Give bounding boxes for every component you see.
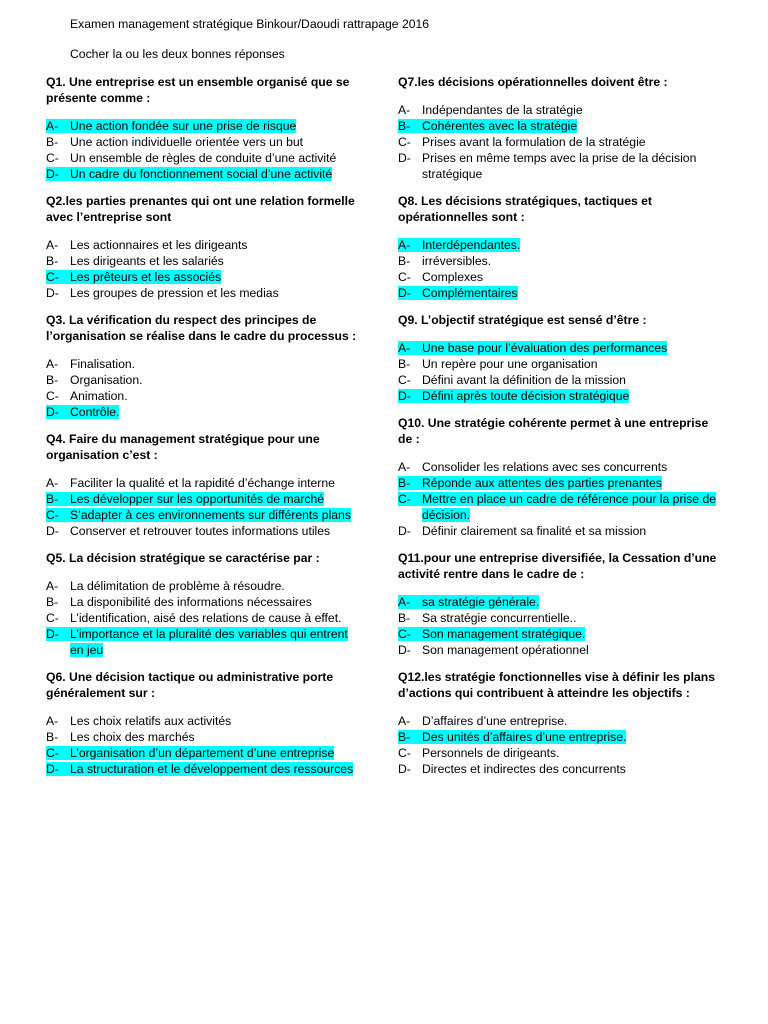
option-letter: A- bbox=[398, 460, 411, 474]
option-letter: C- bbox=[46, 611, 59, 625]
answer-option[interactable] bbox=[398, 745, 718, 761]
option-letter: D- bbox=[398, 643, 411, 657]
option-text: Finalisation. bbox=[70, 357, 136, 371]
option-text: Définir clairement sa finalité et sa mission bbox=[422, 524, 647, 538]
question-block bbox=[46, 193, 364, 301]
option-text: S’adapter à ces environnements sur différents plans bbox=[70, 508, 351, 522]
option-letter: D- bbox=[398, 286, 425, 300]
option-text: Les choix des marchés bbox=[70, 730, 195, 744]
question-block bbox=[46, 74, 364, 182]
option-letter: C- bbox=[46, 270, 73, 284]
option-letter: A- bbox=[46, 714, 59, 728]
option-text: Un ensemble de règles de conduite d’une activité bbox=[70, 151, 337, 165]
option-letter: C- bbox=[46, 151, 59, 165]
answer-option[interactable] bbox=[46, 269, 364, 285]
option-text: Contrôle. bbox=[70, 405, 120, 419]
option-letter: A- bbox=[46, 238, 59, 252]
answer-option[interactable] bbox=[46, 475, 364, 491]
answer-option[interactable] bbox=[398, 237, 718, 253]
option-text: Une action fondée sur une prise de risque bbox=[70, 119, 297, 133]
option-text: L’organisation d’un département d’une entreprise bbox=[70, 746, 335, 760]
option-letter: D- bbox=[46, 167, 73, 181]
option-letter: C- bbox=[398, 373, 411, 387]
option-text: Consolider les relations avec ses concurrents bbox=[422, 460, 668, 474]
question-text: Q4. Faire du management stratégique pour une organisation c’est : bbox=[46, 432, 320, 462]
answer-option[interactable] bbox=[46, 372, 364, 388]
option-text: L’identification, aisé des relations de cause à effet. bbox=[70, 611, 342, 625]
answer-option[interactable] bbox=[398, 388, 718, 404]
option-text: Un cadre du fonctionnement social d’une activité bbox=[70, 167, 333, 181]
answer-option[interactable] bbox=[398, 340, 718, 356]
answer-option[interactable] bbox=[398, 594, 718, 610]
option-text: La délimitation de problème à résoudre. bbox=[70, 579, 285, 593]
option-letter: A- bbox=[398, 103, 411, 117]
option-letter: B- bbox=[398, 730, 424, 744]
answer-option[interactable] bbox=[398, 102, 718, 118]
option-letter: C- bbox=[46, 508, 73, 522]
answer-option[interactable] bbox=[46, 626, 364, 658]
option-text: Les dirigeants et les salariés bbox=[70, 254, 224, 268]
question-block bbox=[398, 312, 718, 404]
answer-option[interactable] bbox=[46, 578, 364, 594]
right-question-column bbox=[398, 74, 718, 788]
answer-option[interactable] bbox=[398, 642, 718, 658]
answer-option[interactable] bbox=[398, 523, 718, 539]
option-text: Les développer sur les opportunités de marché bbox=[70, 492, 325, 506]
option-text: Animation. bbox=[70, 389, 128, 403]
option-letter: B- bbox=[46, 135, 59, 149]
option-text: Réponde aux attentes des parties prenantes bbox=[422, 476, 662, 490]
option-text: Directes et indirectes des concurrents bbox=[422, 762, 626, 776]
answer-option[interactable] bbox=[46, 523, 364, 539]
option-text: Personnels de dirigeants. bbox=[422, 746, 560, 760]
option-letter: D- bbox=[46, 524, 59, 538]
option-text: D’affaires d’une entreprise. bbox=[422, 714, 568, 728]
answer-option[interactable] bbox=[46, 253, 364, 269]
option-letter: B- bbox=[398, 254, 411, 268]
answer-option[interactable] bbox=[46, 745, 364, 761]
question-text: Q10. Une stratégie cohérente permet à une entreprise de : bbox=[398, 416, 709, 446]
answer-option[interactable] bbox=[398, 269, 718, 285]
option-text: Sa stratégie concurrentielle.. bbox=[422, 611, 577, 625]
option-text: Organisation. bbox=[70, 373, 143, 387]
answer-option[interactable] bbox=[398, 134, 718, 150]
answer-option[interactable] bbox=[398, 356, 718, 372]
answer-option[interactable] bbox=[46, 404, 364, 420]
option-text: Les prêteurs et les associés bbox=[70, 270, 222, 284]
question-text: Q7.les décisions opérationnelles doivent être : bbox=[398, 75, 668, 89]
answer-option[interactable] bbox=[398, 150, 718, 182]
left-question-column bbox=[46, 74, 364, 788]
option-text: Prises avant la formulation de la stratégie bbox=[422, 135, 646, 149]
option-text: Un repère pour une organisation bbox=[422, 357, 598, 371]
option-text: Son management stratégique. bbox=[422, 627, 586, 641]
option-letter: B- bbox=[46, 373, 59, 387]
option-letter: C- bbox=[398, 270, 411, 284]
question-text: Q11.pour une entreprise diversifiée, la Cessation d’une activité rentre dans le cadre de : bbox=[398, 551, 717, 581]
question-text: Q5. La décision stratégique se caractérise par : bbox=[46, 551, 320, 565]
option-letter: D- bbox=[46, 405, 73, 419]
answer-option[interactable] bbox=[46, 388, 364, 404]
option-text: Défini avant la définition de la mission bbox=[422, 373, 626, 387]
option-text: Une base pour l’évaluation des performances bbox=[422, 341, 668, 355]
answer-option[interactable] bbox=[46, 118, 364, 134]
option-letter: A- bbox=[46, 579, 59, 593]
option-letter: A- bbox=[46, 476, 59, 490]
question-block bbox=[398, 74, 718, 182]
option-letter: B- bbox=[398, 119, 424, 133]
answer-option[interactable] bbox=[46, 507, 364, 523]
option-text: Son management opérationnel bbox=[422, 643, 589, 657]
answer-option[interactable] bbox=[398, 459, 718, 475]
answer-option[interactable] bbox=[398, 491, 718, 523]
option-text: Cohérentes avec la stratégie bbox=[422, 119, 578, 133]
answer-option[interactable] bbox=[46, 356, 364, 372]
answer-option[interactable] bbox=[398, 610, 718, 626]
question-text: Q9. L’objectif stratégique est sensé d’être : bbox=[398, 313, 647, 327]
answer-option[interactable] bbox=[398, 118, 718, 134]
question-text: Q12.les stratégie fonctionnelles vise à définir les plans d’actions qui contribuent à atteindre les objectifs : bbox=[398, 670, 715, 700]
option-text: Une action individuelle orientée vers un but bbox=[70, 135, 304, 149]
answer-option[interactable] bbox=[398, 626, 718, 642]
exam-title: Examen management stratégique Binkour/Daoudi rattrapage 2016 bbox=[70, 17, 430, 31]
option-text: Les choix relatifs aux activités bbox=[70, 714, 232, 728]
question-block bbox=[398, 669, 718, 777]
option-text: irréversibles. bbox=[422, 254, 492, 268]
answer-option[interactable] bbox=[46, 713, 364, 729]
answer-option[interactable] bbox=[398, 713, 718, 729]
option-text: Les groupes de pression et les medias bbox=[70, 286, 279, 300]
option-text: La disponibilité des informations nécessaires bbox=[70, 595, 312, 609]
option-text: Défini après toute décision stratégique bbox=[422, 389, 630, 403]
instruction-text: Cocher la ou les deux bonnes réponses bbox=[70, 47, 285, 61]
option-letter: D- bbox=[46, 627, 73, 641]
option-letter: D- bbox=[398, 151, 411, 165]
option-letter: A- bbox=[398, 714, 411, 728]
option-letter: D- bbox=[398, 762, 411, 776]
question-block bbox=[46, 669, 364, 777]
answer-option[interactable] bbox=[46, 134, 364, 150]
option-text: Des unités d’affaires d’une entreprise. bbox=[422, 730, 627, 744]
answer-option[interactable] bbox=[398, 285, 718, 301]
option-letter: D- bbox=[398, 389, 425, 403]
option-letter: B- bbox=[46, 254, 59, 268]
answer-option[interactable] bbox=[398, 761, 718, 777]
answer-option[interactable] bbox=[46, 610, 364, 626]
option-letter: A- bbox=[398, 595, 424, 609]
answer-option[interactable] bbox=[46, 285, 364, 301]
option-letter: B- bbox=[46, 492, 72, 506]
option-text: Indépendantes de la stratégie bbox=[422, 103, 583, 117]
question-text: Q3. La vérification du respect des principes de l’organisation se réalise dans le cadre du processus : bbox=[46, 313, 357, 343]
option-letter: C- bbox=[46, 389, 59, 403]
option-text: sa stratégie générale. bbox=[422, 595, 540, 609]
option-letter: A- bbox=[398, 238, 424, 252]
answer-option[interactable] bbox=[46, 729, 364, 745]
question-block bbox=[46, 431, 364, 539]
answer-option[interactable] bbox=[46, 237, 364, 253]
option-letter: B- bbox=[398, 476, 424, 490]
option-letter: B- bbox=[398, 357, 411, 371]
option-text: Les actionnaires et les dirigeants bbox=[70, 238, 248, 252]
option-text: Complexes bbox=[422, 270, 483, 284]
answer-option[interactable] bbox=[398, 372, 718, 388]
option-letter: A- bbox=[398, 341, 424, 355]
question-text: Q2.les parties prenantes qui ont une relation formelle avec l’entreprise sont bbox=[46, 194, 355, 224]
option-text: Complémentaires bbox=[422, 286, 518, 300]
option-text: Interdépendantes. bbox=[422, 238, 521, 252]
option-text: Faciliter la qualité et la rapidité d’échange interne bbox=[70, 476, 335, 490]
answer-option[interactable] bbox=[398, 475, 718, 491]
option-letter: D- bbox=[398, 524, 411, 538]
option-text: L’importance et la pluralité des variables qui entrent en jeu bbox=[70, 627, 348, 657]
option-letter: C- bbox=[398, 746, 411, 760]
question-block bbox=[398, 193, 718, 301]
option-letter: B- bbox=[46, 730, 59, 744]
option-letter: C- bbox=[46, 746, 73, 760]
option-letter: D- bbox=[46, 286, 59, 300]
option-text: Mettre en place un cadre de référence pour la prise de décision. bbox=[422, 492, 717, 522]
option-letter: A- bbox=[46, 357, 59, 371]
option-letter: A- bbox=[46, 119, 72, 133]
question-block bbox=[46, 550, 364, 658]
answer-option[interactable] bbox=[46, 491, 364, 507]
question-text: Q8. Les décisions stratégiques, tactiques et opérationnelles sont : bbox=[398, 194, 652, 224]
question-block bbox=[398, 550, 718, 658]
option-letter: B- bbox=[398, 611, 411, 625]
answer-option[interactable] bbox=[398, 253, 718, 269]
question-block bbox=[398, 415, 718, 539]
option-letter: C- bbox=[398, 135, 411, 149]
option-text: La structuration et le développement des ressources bbox=[70, 762, 354, 776]
option-letter: B- bbox=[46, 595, 59, 609]
question-text: Q1. Une entreprise est un ensemble organisé que se présente comme : bbox=[46, 75, 350, 105]
answer-option[interactable] bbox=[46, 150, 364, 166]
option-text: Conserver et retrouver toutes informations utiles bbox=[70, 524, 331, 538]
answer-option[interactable] bbox=[46, 166, 364, 182]
answer-option[interactable] bbox=[46, 761, 364, 777]
option-letter: D- bbox=[46, 762, 73, 776]
option-text: Prises en même temps avec la prise de la décision stratégique bbox=[422, 151, 697, 181]
question-block bbox=[46, 312, 364, 420]
option-letter: C- bbox=[398, 492, 425, 506]
question-text: Q6. Une décision tactique ou administrative porte généralement sur : bbox=[46, 670, 334, 700]
option-letter: C- bbox=[398, 627, 425, 641]
answer-option[interactable] bbox=[398, 729, 718, 745]
answer-option[interactable] bbox=[46, 594, 364, 610]
